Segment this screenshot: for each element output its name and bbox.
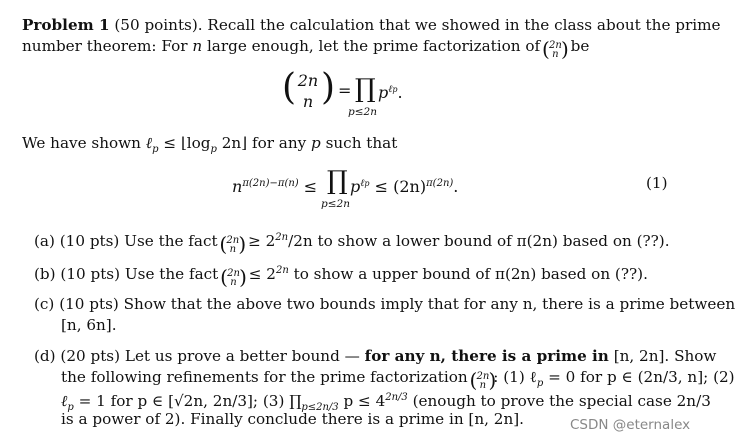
display-binom-top: 2n bbox=[297, 71, 319, 90]
shown-ell-sub: p bbox=[152, 144, 159, 155]
intro-text-2c: be bbox=[570, 37, 590, 55]
shown-tail: such that bbox=[325, 134, 398, 152]
binom-a-top: ( 2n bbox=[226, 235, 240, 246]
item-a-text1: (10 pts) Use the fact bbox=[59, 232, 218, 250]
item-d-label: (d) bbox=[34, 347, 56, 365]
binom-top: ( 2n bbox=[548, 40, 562, 51]
shown-p: p bbox=[311, 134, 321, 152]
rhs-exp-ell: ℓ bbox=[388, 84, 393, 95]
shown-rel-b: 2n⌋ for any bbox=[221, 134, 307, 152]
product-index-2: p≤2n bbox=[321, 198, 350, 210]
display1-dot: . bbox=[397, 83, 403, 102]
problem-intro-line-1 bbox=[22, 15, 720, 35]
binom-b-bottom: n bbox=[230, 277, 237, 288]
item-d-text3e: 2n/3 bbox=[385, 392, 408, 403]
display2-dot: . bbox=[453, 177, 459, 196]
item-d-text3c: p≤2n/3 bbox=[301, 402, 339, 413]
item-d-sub-p2: p bbox=[67, 402, 74, 413]
binomial-inline-b bbox=[223, 269, 244, 287]
shown-text-a: We have shown bbox=[22, 134, 141, 152]
display2-mid-exp bbox=[360, 178, 369, 189]
item-b-text3: to show a upper bound of π(2n) based on (??). bbox=[293, 265, 648, 283]
item-d-line-1 bbox=[34, 346, 716, 366]
item-c-text1: (10 pts) Show that the above two bounds imply that for any n, there is a prime between bbox=[59, 295, 735, 313]
display2-mid-sub: p bbox=[364, 179, 370, 188]
binom-b-top: ( 2n bbox=[227, 268, 240, 279]
shown-log-sub: p bbox=[210, 144, 217, 155]
item-d-text2a: the following refinements for the prime factorization bbox=[61, 368, 468, 386]
paren-left: ( bbox=[282, 67, 297, 108]
display2-mid-p: p bbox=[350, 177, 361, 196]
rhs-exponent bbox=[388, 84, 397, 95]
item-a bbox=[34, 228, 670, 254]
item-d-text1b: for any n, there is a prime in bbox=[364, 347, 609, 365]
binom-d-bottom: n bbox=[479, 380, 487, 391]
item-c-label: (c) bbox=[34, 295, 55, 313]
binomial-inline bbox=[545, 41, 566, 59]
product-index-1: p≤2n bbox=[348, 106, 377, 118]
item-a-label: (a) bbox=[34, 232, 55, 250]
shown-rel: ≤ ⌊log bbox=[163, 134, 211, 152]
display2-le2: ≤ (2n) bbox=[374, 177, 427, 196]
product-symbol-2: ∏ bbox=[327, 166, 348, 196]
display2-mid-ell: ℓ bbox=[360, 178, 365, 189]
display-binom-bottom: n bbox=[302, 92, 314, 111]
shown-ell: ℓ bbox=[145, 134, 153, 152]
item-b-text1: (10 pts) Use the fact bbox=[60, 265, 219, 283]
problem-points: (50 points). bbox=[114, 16, 203, 34]
item-b-label: (b) bbox=[34, 265, 56, 283]
intro-text-2a: number theorem: For bbox=[22, 37, 188, 55]
display2-rhs bbox=[350, 174, 458, 197]
display2-lhs bbox=[232, 174, 317, 197]
item-c-line-1 bbox=[34, 294, 735, 314]
display2-le1: ≤ bbox=[303, 177, 318, 196]
item-c-line-2: [n, 6n]. bbox=[61, 316, 117, 334]
binom-bottom: n bbox=[552, 49, 559, 60]
item-d-text2b: : (1) ℓ bbox=[493, 368, 537, 386]
item-b-exp: 2n bbox=[275, 265, 289, 276]
item-d-line-4: is a power of 2). Finally conclude there is a prime in [n, 2n]. bbox=[61, 410, 524, 428]
binom-d-top: ( 2n bbox=[476, 371, 490, 382]
var-n: n bbox=[192, 37, 203, 55]
binomial-inline-a bbox=[222, 236, 243, 254]
rhs-base-p: p bbox=[378, 83, 389, 102]
item-a-text2: ≥ 2 bbox=[248, 232, 276, 250]
watermark-text: CSDN @eternalex bbox=[570, 417, 691, 433]
item-d-text3d: p ≤ 4 bbox=[343, 392, 386, 410]
item-d-text3f: (enough to prove the special case 2n/3 bbox=[412, 392, 711, 410]
item-d-text1c: [n, 2n]. Show bbox=[613, 347, 717, 365]
rhs-exp-sub: p bbox=[392, 85, 398, 94]
item-b-text2: ≤ 2 bbox=[248, 265, 276, 283]
item-a-text3: /2n to show a lower bound of π(2n) based on (??). bbox=[288, 232, 670, 250]
display1-equals: = bbox=[338, 81, 352, 100]
display2-lhs-n: n bbox=[232, 177, 243, 196]
item-d-text2c: = 0 for p ∈ (2n/3, n]; (2) bbox=[548, 368, 735, 386]
item-d-text3b: = 1 for p ∈ [√2n, 2n/3]; (3) ∏ bbox=[78, 392, 302, 410]
problem-intro-line-2 bbox=[22, 36, 589, 59]
problem-label: Problem 1 bbox=[22, 16, 110, 34]
item-a-exp: 2n bbox=[275, 232, 289, 243]
paren-right: ) bbox=[321, 67, 336, 108]
item-b bbox=[34, 261, 648, 287]
shown-line bbox=[22, 133, 397, 160]
binom-a-bottom: n bbox=[229, 244, 237, 255]
display1-rhs bbox=[378, 80, 403, 103]
equation-number: (1) bbox=[646, 174, 668, 192]
display2-lhs-exp: π(2n)−π(n) bbox=[242, 178, 299, 189]
intro-text-2b: large enough, let the prime factorization of bbox=[206, 37, 541, 55]
item-d-text3a: ℓ bbox=[61, 392, 68, 410]
display2-rhs-exp: π(2n) bbox=[426, 178, 454, 189]
problem-intro-text-1: Recall the calculation that we showed in the class about the prime bbox=[207, 16, 721, 34]
item-d-text1a: (20 pts) Let us prove a better bound — bbox=[60, 347, 365, 365]
item-d-sub-p: p bbox=[536, 378, 544, 389]
product-symbol-1: ∏ bbox=[355, 74, 376, 104]
